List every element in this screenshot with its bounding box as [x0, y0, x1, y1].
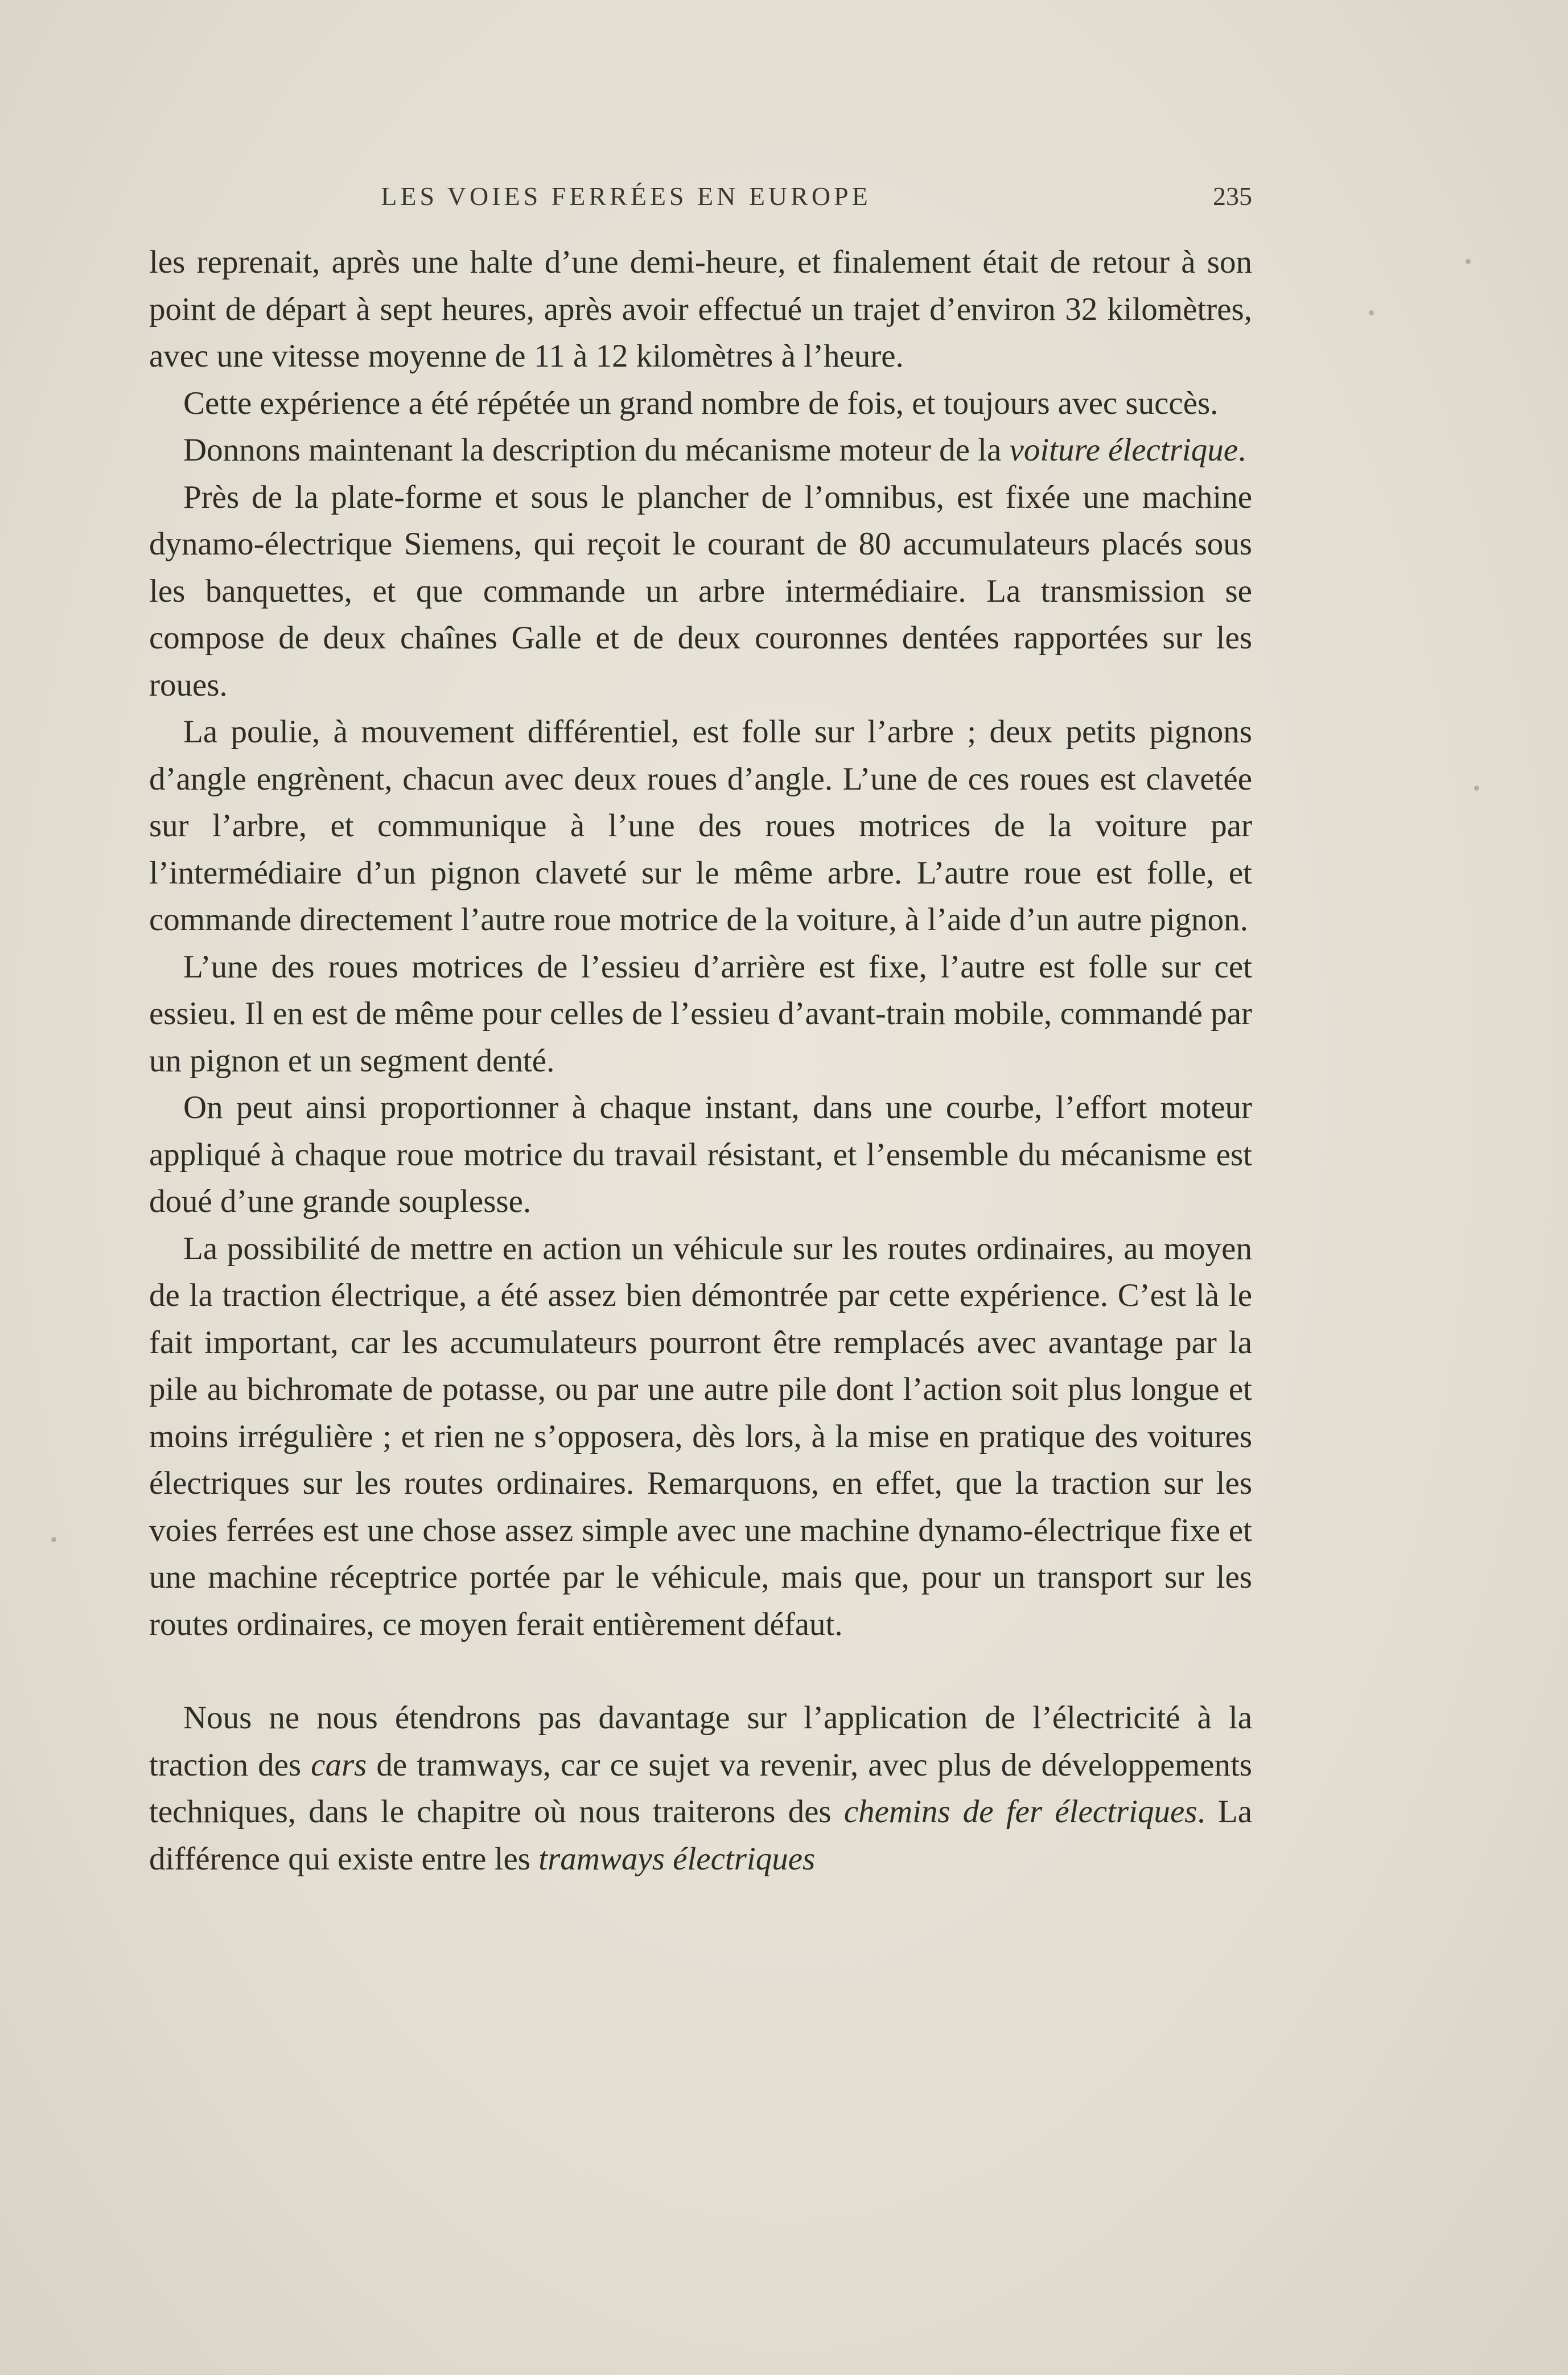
text-segment: La possibilité de mettre en action un véhicule sur les routes ordinaires, au moyen de la traction électrique, a été assez bien démontrée par cette expérience. C’est là le fait important, car les accumulateurs pourront être remplacés avec avantage par la pile au bichromate de potasse, ou par une autre pile dont l’action soit plus longue et moins irrégulière ; et rien ne s’opposera, dès lors, à la mise en pratique des voitures électriques sur les routes ordinaires. Remarquons, en effet, que la traction sur les voies ferrées est une chose assez simple avec une machine dynamo-électrique fixe et une machine réceptrice portée par le véhicule, mais que, pour un transport sur les routes ordinaires, ce moyen ferait entièrement défaut.: [149, 1230, 1252, 1642]
paper-speck: [51, 1537, 56, 1542]
italic-term: voiture électrique: [1009, 432, 1238, 468]
text-segment: Près de la plate-forme et sous le plancher de l’omnibus, est fixée une machine dynamo-électrique Siemens, qui reçoit le courant de 80 accumulateurs placés sous les banquettes, et que commande un arbre intermédiaire. La transmission se compose de deux chaînes Galle et de deux couronnes dentées rapportées sur les roues.: [149, 479, 1252, 703]
page-number: 235: [1213, 182, 1252, 211]
text-segment: La poulie, à mouvement différentiel, est folle sur l’arbre ; deux petits pignons d’angle engrènent, chacun avec deux roues d’angle. L’une de ces roues est clavetée sur l’arbre, et communique à l’une des roues motrices de la voiture par l’intermédiaire d’un pignon claveté sur le même arbre. L’autre roue est folle, et commande directement l’autre roue motrice de la voiture, à l’aide d’un autre pignon.: [149, 714, 1252, 938]
text-segment: les reprenait, après une halte d’une demi-heure, et finalement était de retour à son point de départ à sept heures, après avoir effectué un trajet d’environ 32 kilomètres, avec une vitesse moyenne de 11 à 12 kilomètres à l’heure.: [149, 244, 1252, 374]
text-segment: Nous ne nous étendrons pas davantage sur l’application de l’électricité à la traction des: [149, 1700, 1252, 1783]
text-segment: . La différence qui existe entre les: [149, 1794, 1253, 1877]
text-segment: Donnons maintenant la description du mécanisme moteur de la: [183, 432, 1010, 468]
text-segment: On peut ainsi proportionner à chaque instant, dans une courbe, l’effort moteur appliqué à chaque roue motrice du travail résistant, et l’ensemble du mécanisme est doué d’une grande souplesse.: [149, 1090, 1252, 1219]
paragraph: [149, 709, 1252, 944]
italic-term: cars: [311, 1747, 367, 1783]
paragraph: [149, 380, 1252, 428]
page-header: [159, 181, 1252, 215]
paragraph: [149, 239, 1252, 380]
text-segment: L’une des roues motrices de l’essieu d’arrière est fixe, l’autre est folle sur cet essieu. Il en est de même pour celles de l’essieu d’avant-train mobile, commandé par un pignon et un segment denté.: [149, 948, 1252, 1079]
paper-speck: [1466, 259, 1471, 264]
running-title: LES VOIES FERRÉES EN EUROPE: [381, 182, 871, 211]
body-text: [149, 239, 1252, 1883]
paragraph: [149, 1695, 1252, 1883]
paragraph: [149, 944, 1252, 1085]
italic-term: tramways électriques: [538, 1840, 816, 1877]
italic-term: chemins de fer électriques: [843, 1794, 1197, 1830]
paragraph: [149, 474, 1252, 709]
paper-speck: [1474, 786, 1479, 791]
text-segment: Cette expérience a été répétée un grand nombre de fois, et toujours avec succès.: [183, 385, 1219, 421]
paper-speck: [1369, 310, 1374, 315]
text-segment: .: [1238, 432, 1246, 468]
paragraph: [149, 1226, 1252, 1649]
paragraph: [149, 427, 1252, 474]
text-segment: de tramways, car ce sujet va revenir, avec plus de développements techniques, dans le chapitre où nous traiterons des: [149, 1747, 1252, 1830]
paragraph: [149, 1084, 1252, 1226]
